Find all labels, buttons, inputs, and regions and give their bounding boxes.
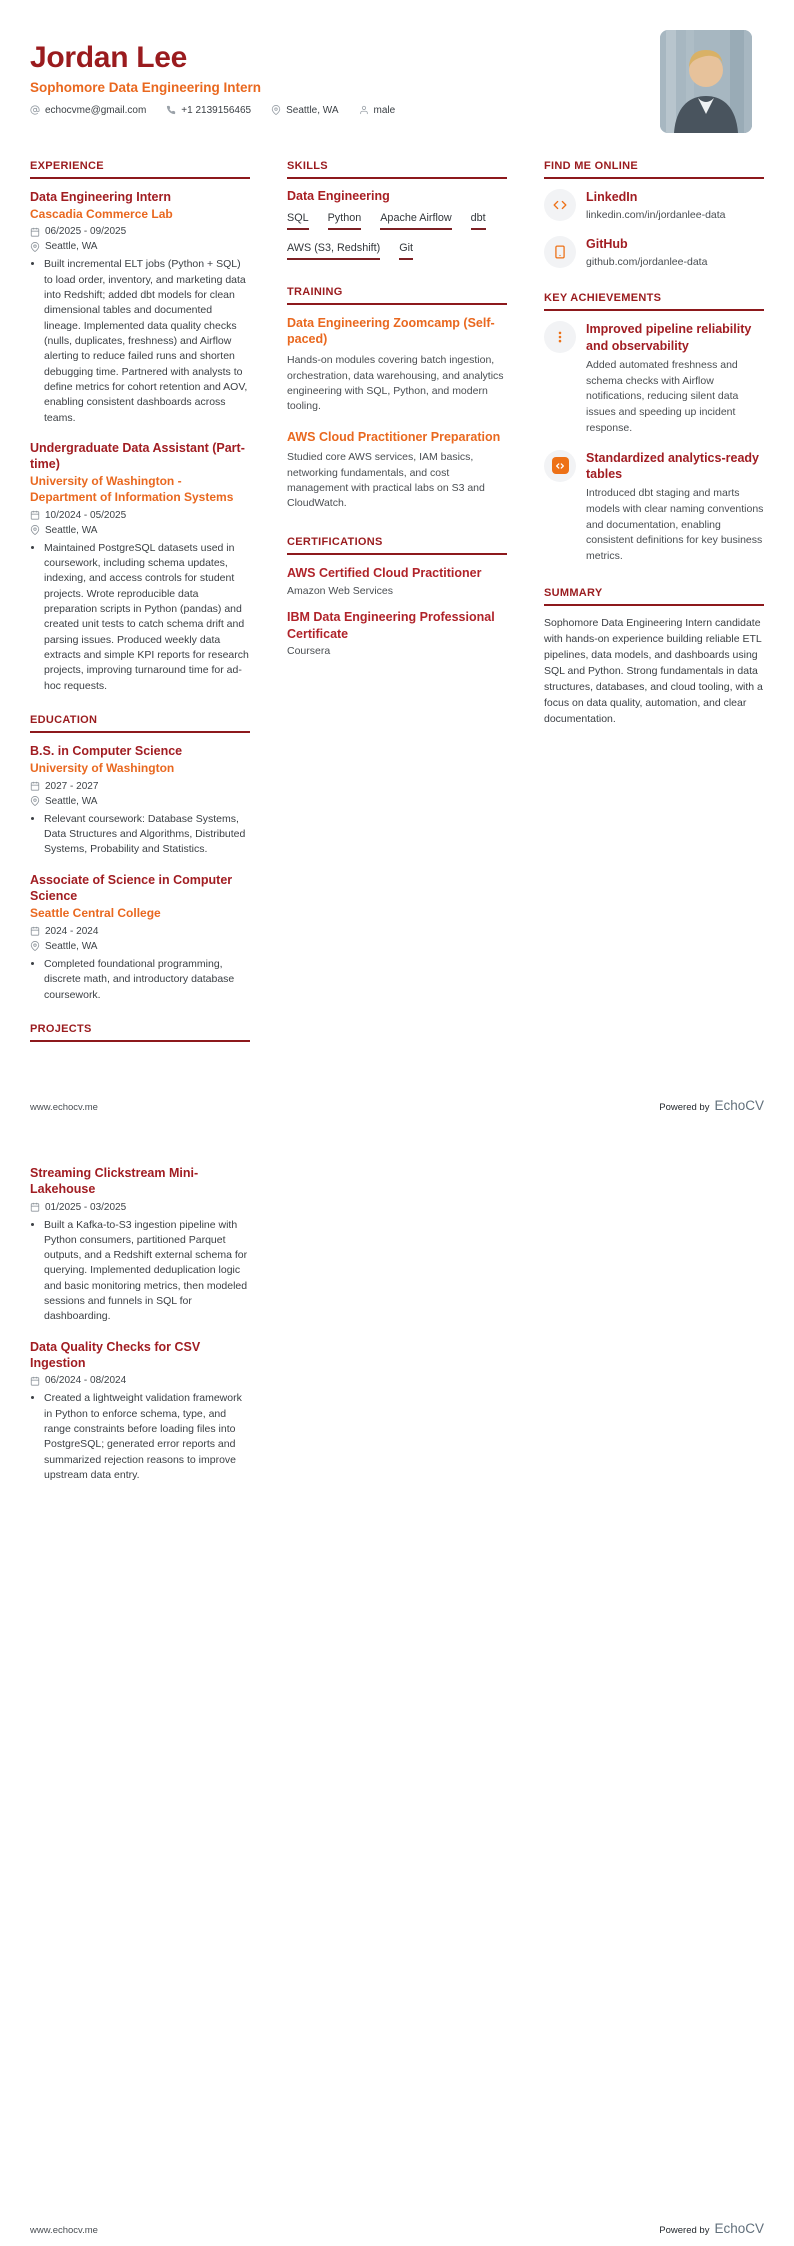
education-degree: Associate of Science in Computer Science xyxy=(30,872,233,903)
experience-item xyxy=(30,189,250,426)
skills-section xyxy=(287,160,507,260)
contact-gender xyxy=(359,105,396,116)
education-item xyxy=(30,743,250,858)
education-location-text: Seattle, WA xyxy=(45,795,98,807)
certification-item xyxy=(287,565,507,597)
experience-location-text: Seattle, WA xyxy=(45,524,98,536)
calendar-icon xyxy=(30,1202,40,1212)
calendar-icon xyxy=(30,926,40,936)
page-footer xyxy=(30,2221,764,2236)
left-column xyxy=(30,1165,250,1497)
project-dates xyxy=(30,1202,250,1213)
contact-gender-text: male xyxy=(373,104,396,116)
location-icon xyxy=(271,105,281,115)
training-title: AWS Cloud Practitioner Preparation xyxy=(287,429,501,444)
middle-column xyxy=(287,160,507,1062)
powered-by xyxy=(659,1098,764,1113)
experience-section xyxy=(30,160,250,694)
code-icon xyxy=(544,189,576,221)
summary-section xyxy=(544,587,764,728)
phone-icon xyxy=(166,105,176,115)
training-item xyxy=(287,315,507,415)
education-bullets xyxy=(30,812,250,858)
ellipsis-vertical-icon xyxy=(544,321,576,353)
project-bullets xyxy=(30,1391,250,1483)
experience-title: Undergraduate Data Assistant (Part-time) xyxy=(30,440,245,472)
right-column xyxy=(544,1165,764,1497)
training-description: Studied core AWS services, IAM basics, networking fundamentals, and cost management with practical labs on S3 and CloudWatch. xyxy=(287,451,485,510)
contact-location-text: Seattle, WA xyxy=(286,104,339,116)
experience-dates xyxy=(30,226,250,237)
experience-location-text: Seattle, WA xyxy=(45,241,98,253)
find-me-online-section xyxy=(544,160,764,271)
experience-dates-text: 10/2024 - 05/2025 xyxy=(45,509,127,521)
experience-bullet: • Built incremental ELT jobs (Python + SQL) to load order, inventory, and marketing data into Redshift; added dbt models for clean dimensional tables and documented lineage. Implemented data quality checks (nulls, duplicates, freshness) and Airflow alerting to reduce failed runs and shorten debugging time. Partnered with analysts to define metrics for cohort retention and AOV, enabling consistent dashboards across teams. xyxy=(44,257,250,426)
powered-by-label: Powered by xyxy=(659,1102,710,1113)
calendar-icon xyxy=(30,1376,40,1386)
skills-tag-list xyxy=(287,212,507,260)
achievement-title: Improved pipeline reliability and observability xyxy=(586,322,752,353)
education-item xyxy=(30,872,250,1003)
certifications-section xyxy=(287,536,507,658)
experience-dates-text: 06/2025 - 09/2025 xyxy=(45,226,127,238)
find-me-online-heading: FIND ME ONLINE xyxy=(544,160,764,179)
skill-tag: SQL xyxy=(287,212,309,230)
header xyxy=(30,0,764,116)
skill-tag: dbt xyxy=(471,212,486,230)
achievement-description: Added automated freshness and schema checks with Airflow notifications, reducing silent data issues and speeding up incident response. xyxy=(586,358,739,434)
contact-location xyxy=(271,105,338,116)
education-degree: B.S. in Computer Science xyxy=(30,743,183,758)
code-chip-icon xyxy=(544,450,576,482)
location-icon xyxy=(30,796,40,806)
achievement-item xyxy=(544,321,764,436)
experience-heading: EXPERIENCE xyxy=(30,160,250,179)
project-title: Data Quality Checks for CSV Ingestion xyxy=(30,1339,201,1371)
page-footer xyxy=(30,1098,764,1113)
education-bullet: • Completed foundational programming, discrete math, and introductory database coursework. xyxy=(44,957,250,1003)
certification-item xyxy=(287,609,507,658)
summary-text: Sophomore Data Engineering Intern candidate with hands-on experience building reliable ETL pipelines, data models, and dashboards using SQL and Python. Strong fundamentals in data structures, databases, and cloud tooling, with a focus on data quality, automation, and clear documentation. xyxy=(544,616,763,725)
certifications-heading: CERTIFICATIONS xyxy=(287,536,507,555)
project-dates-text: 06/2024 - 08/2024 xyxy=(45,1375,127,1387)
contact-email xyxy=(30,105,146,116)
training-title: Data Engineering Zoomcamp (Self-paced) xyxy=(287,315,495,347)
left-column xyxy=(30,160,250,1062)
person-icon xyxy=(359,105,369,115)
social-link-url[interactable]: github.com/jordanlee-data xyxy=(586,256,708,269)
certification-title: IBM Data Engineering Professional Certificate xyxy=(287,609,495,641)
experience-title: Data Engineering Intern xyxy=(30,189,171,204)
education-school: University of Washington xyxy=(30,761,175,776)
education-section xyxy=(30,714,250,1003)
training-description: Hands-on modules covering batch ingestion, orchestration, data warehousing, and analytics engineering with SQL, Python, and modern tooling. xyxy=(287,354,504,413)
footer-site-link[interactable]: www.echocv.me xyxy=(30,2225,98,2236)
social-link-github[interactable] xyxy=(544,236,764,270)
echocv-logo: EchoCV xyxy=(714,1098,764,1113)
contact-phone-text: +1 2139156465 xyxy=(181,104,252,116)
project-bullet: • Created a lightweight validation framework in Python to enforce schema, type, and range constraints before loading files into PostgreSQL; generated error reports and summarized rejection reasons to improve upstream data entry. xyxy=(44,1391,250,1483)
education-dates xyxy=(30,781,250,792)
training-heading: TRAINING xyxy=(287,286,507,305)
education-dates-text: 2024 - 2024 xyxy=(45,925,99,937)
contact-row xyxy=(30,105,764,116)
education-school: Seattle Central College xyxy=(30,906,161,921)
projects-section xyxy=(30,1023,250,1042)
smartphone-icon xyxy=(544,236,576,268)
project-title: Streaming Clickstream Mini-Lakehouse xyxy=(30,1166,199,1197)
project-bullet: • Built a Kafka-to-S3 ingestion pipeline with Python consumers, partitioned Parquet outputs, and a Redshift external schema for querying. Implemented deduplication logic and basic monitoring metrics, then modeled sessions and funnels in SQL for dashboarding. xyxy=(44,1218,250,1325)
contact-phone xyxy=(166,105,251,116)
education-location xyxy=(30,941,250,952)
skill-tag: Python xyxy=(328,212,362,230)
middle-column xyxy=(287,1165,507,1497)
experience-location xyxy=(30,241,250,252)
location-icon xyxy=(30,242,40,252)
education-bullet: • Relevant coursework: Database Systems, Data Structures and Algorithms, Distributed Systems, Probability and Statistics. xyxy=(44,812,250,858)
experience-location xyxy=(30,525,250,536)
project-item xyxy=(30,1339,250,1483)
achievement-title: Standardized analytics-ready tables xyxy=(586,450,759,481)
experience-company: University of Washington - Department of Information Systems xyxy=(30,474,234,505)
training-section xyxy=(287,286,507,512)
social-link-label: GitHub xyxy=(586,236,628,251)
powered-by-label: Powered by xyxy=(659,2225,710,2236)
projects-heading: PROJECTS xyxy=(30,1023,250,1042)
education-location xyxy=(30,796,250,807)
achievement-description: Introduced dbt staging and marts models with clear naming conventions and documentation, enabling consistent definitions for key business metrics. xyxy=(586,487,764,563)
experience-dates xyxy=(30,510,250,521)
experience-bullets xyxy=(30,541,250,694)
project-bullets xyxy=(30,1218,250,1325)
project-dates xyxy=(30,1375,250,1386)
training-item xyxy=(287,429,507,512)
education-heading: EDUCATION xyxy=(30,714,250,733)
experience-item xyxy=(30,440,250,694)
education-location-text: Seattle, WA xyxy=(45,940,98,952)
social-link-linkedin[interactable] xyxy=(544,189,764,223)
key-achievements-heading: KEY ACHIEVEMENTS xyxy=(544,292,764,311)
skills-heading: SKILLS xyxy=(287,160,507,179)
education-dates xyxy=(30,926,250,937)
skill-tag: Git xyxy=(399,242,413,260)
experience-bullet: • Maintained PostgreSQL datasets used in coursework, including schema updates, indexing, and access controls for student projects. Wrote reproducible data preparation scripts in Python (pandas) and created unit tests to catch schema drift and parsing issues. Produced weekly data extracts and simple KPI reports for research projects, improving turnaround time for ad-hoc requests. xyxy=(44,541,250,694)
project-dates-text: 01/2025 - 03/2025 xyxy=(45,1201,127,1213)
skills-group-title: Data Engineering xyxy=(287,188,390,203)
resume-page-2 xyxy=(0,1123,794,2246)
calendar-icon xyxy=(30,781,40,791)
key-achievements-section xyxy=(544,292,764,565)
social-link-url[interactable]: linkedin.com/in/jordanlee-data xyxy=(586,208,726,221)
calendar-icon xyxy=(30,227,40,237)
profile-photo xyxy=(660,30,752,133)
certification-issuer: Amazon Web Services xyxy=(287,584,394,597)
experience-bullets xyxy=(30,257,250,426)
candidate-name: Jordan Lee xyxy=(30,41,188,74)
achievement-item xyxy=(544,450,764,565)
contact-email-text: echocvme@gmail.com xyxy=(45,104,147,116)
footer-site-link[interactable]: www.echocv.me xyxy=(30,1102,98,1113)
certification-issuer: Coursera xyxy=(287,645,331,658)
location-icon xyxy=(30,941,40,951)
skill-tag: AWS (S3, Redshift) xyxy=(287,242,380,260)
location-icon xyxy=(30,525,40,535)
skill-tag: Apache Airflow xyxy=(380,212,451,230)
social-link-label: LinkedIn xyxy=(586,189,638,204)
right-column xyxy=(544,160,764,1062)
powered-by xyxy=(659,2221,764,2236)
email-icon xyxy=(30,105,40,115)
project-item xyxy=(30,1165,250,1325)
calendar-icon xyxy=(30,510,40,520)
certification-title: AWS Certified Cloud Practitioner xyxy=(287,565,482,580)
echocv-logo: EchoCV xyxy=(714,2221,764,2236)
candidate-job-title: Sophomore Data Engineering Intern xyxy=(30,79,262,95)
experience-company: Cascadia Commerce Lab xyxy=(30,206,173,221)
education-dates-text: 2027 - 2027 xyxy=(45,780,99,792)
summary-heading: SUMMARY xyxy=(544,587,764,606)
education-bullets xyxy=(30,957,250,1003)
